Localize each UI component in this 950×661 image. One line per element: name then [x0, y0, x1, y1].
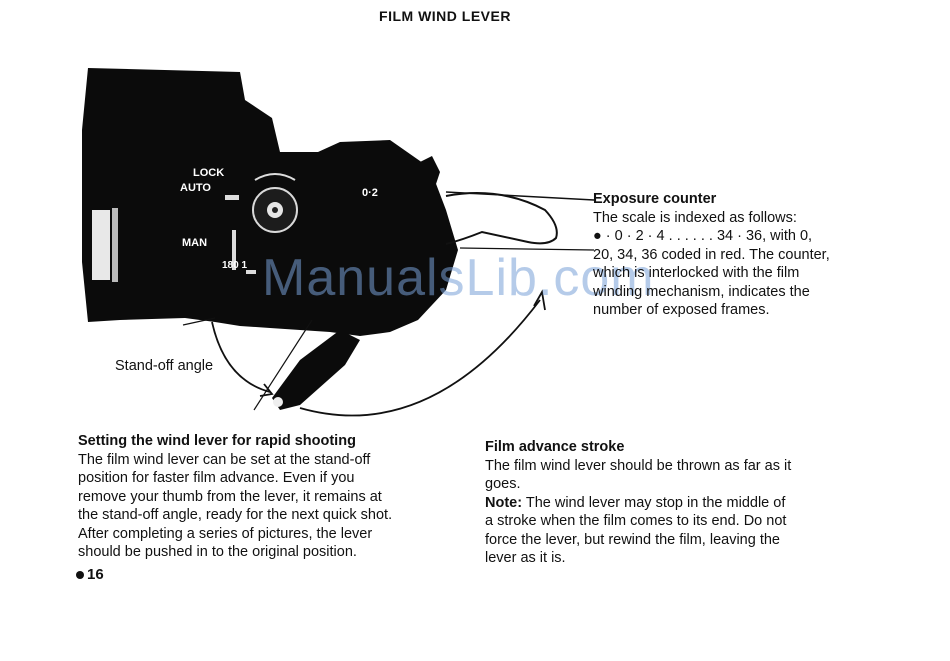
note-label: Note:	[485, 494, 523, 511]
exposure-line: The scale is indexed as follows:	[593, 209, 797, 226]
counter-label: 0·2	[362, 187, 378, 199]
exposure-counter-text	[593, 190, 830, 320]
exposure-line: ● · 0 · 2 · 4 . . . . . . 34 · 36, with 0,	[593, 228, 813, 244]
bullet-icon	[76, 571, 84, 579]
page-number	[76, 566, 104, 583]
note-line: lever as it is.	[485, 550, 566, 566]
advance-stroke-heading: Film advance stroke	[485, 439, 625, 455]
note-text: The wind lever may stop in the middle of	[525, 494, 786, 511]
rapid-shooting-heading: Setting the wind lever for rapid shooting	[78, 433, 356, 449]
exposure-line: winding mechanism, indicates the	[593, 283, 810, 300]
note-line-first	[485, 494, 791, 513]
exposure-counter-heading: Exposure counter	[593, 191, 717, 207]
man-label: MAN	[182, 237, 208, 249]
page-number-text: 16	[87, 566, 104, 583]
advance-line: goes.	[485, 476, 521, 492]
left-window	[92, 210, 110, 280]
note-line: force the lever, but rewind the film, leaving the	[485, 531, 780, 548]
rapid-line: the stand-off angle, ready for the next quick shot.	[78, 507, 393, 523]
note-line: a stroke when the film comes to its end. Do not	[485, 513, 787, 529]
exposure-line: which is interlocked with the film	[593, 265, 800, 281]
rapid-line: should be pushed in to the original position.	[78, 544, 357, 560]
rapid-line: After completing a series of pictures, the lever	[78, 525, 373, 542]
shutter-label: 180 1	[222, 260, 248, 271]
lever-outline	[446, 193, 557, 244]
advance-line: The film wind lever should be thrown as far as it	[485, 457, 792, 474]
exposure-line: 20, 34, 36 coded in red. The counter,	[593, 246, 830, 263]
rapid-shooting-text	[78, 432, 392, 562]
stand-off-angle-label: Stand-off angle	[115, 358, 214, 374]
page-title: FILM WIND LEVER	[379, 8, 511, 24]
lock-label: LOCK	[193, 167, 225, 179]
advance-stroke-text	[485, 438, 791, 568]
exposure-line: number of exposed frames.	[593, 302, 770, 318]
rapid-line: position for faster film advance. Even if you	[78, 470, 355, 486]
rapid-line: The film wind lever can be set at the stand-off	[78, 451, 371, 468]
watermark: ManualsLib.com	[262, 249, 655, 307]
wind-lever	[272, 330, 360, 410]
auto-label: AUTO	[180, 182, 211, 194]
stroke-arc	[212, 322, 270, 392]
rapid-line: remove your thumb from the lever, it remains at	[78, 488, 382, 505]
